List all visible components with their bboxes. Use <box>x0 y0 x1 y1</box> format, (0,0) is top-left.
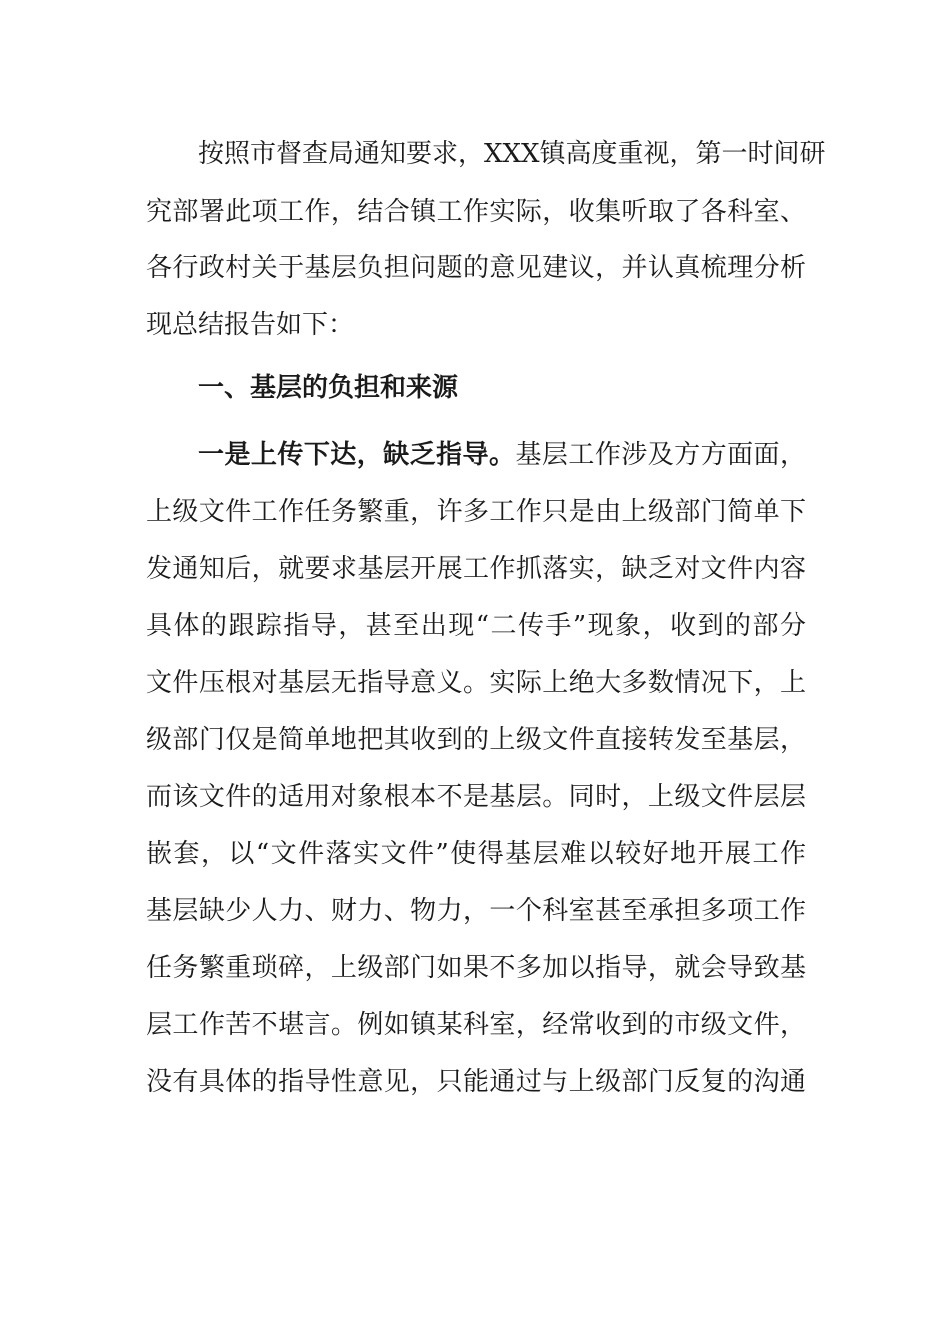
paragraph-1-line-3: 各行政村关于基层负担问题的意见建议，并认真梳理分析 <box>146 253 806 283</box>
paragraph-2-line-8: 嵌套，以“文件落实文件”使得基层难以较好地开展工作 <box>146 839 806 869</box>
paragraph-2-line-5: 文件压根对基层无指导意义。实际上绝大多数情况下，上 <box>146 668 806 698</box>
paragraph-1-line-4: 现总结报告如下： <box>146 310 355 340</box>
section-heading-1: 一、基层的负担和来源 <box>198 373 459 403</box>
paragraph-2-lead: 一是上传下达，缺乏指导。 <box>198 440 516 470</box>
paragraph-2-line-6: 级部门仅是简单地把其收到的上级文件直接转发至基层， <box>146 725 806 755</box>
paragraph-2-line-11: 层工作苦不堪言。例如镇某科室，经常收到的市级文件， <box>146 1010 806 1040</box>
paragraph-1-line-2: 究部署此项工作，结合镇工作实际，收集听取了各科室、 <box>146 197 806 227</box>
paragraph-2-lead-rest: 基层工作涉及方方面面， <box>515 440 806 470</box>
paragraph-2-line-4: 具体的跟踪指导，甚至出现“二传手”现象，收到的部分 <box>146 611 806 641</box>
paragraph-2-line-12: 没有具体的指导性意见，只能通过与上级部门反复的沟通 <box>146 1067 806 1097</box>
paragraph-2-line-1 <box>198 439 806 471</box>
paragraph-2-line-10: 任务繁重琐碎，上级部门如果不多加以指导，就会导致基 <box>146 953 806 983</box>
paragraph-2-line-7: 而该文件的适用对象根本不是基层。同时，上级文件层层 <box>146 782 806 812</box>
paragraph-1-line-1: 按照市督查局通知要求，XXX镇高度重视，第一时间研 <box>198 139 826 169</box>
paragraph-2-line-2: 上级文件工作任务繁重，许多工作只是由上级部门简单下 <box>146 497 806 527</box>
paragraph-2-line-9: 基层缺少人力、财力、物力，一个科室甚至承担多项工作 <box>146 896 806 926</box>
paragraph-2-line-3: 发通知后，就要求基层开展工作抓落实，缺乏对文件内容 <box>146 554 806 584</box>
